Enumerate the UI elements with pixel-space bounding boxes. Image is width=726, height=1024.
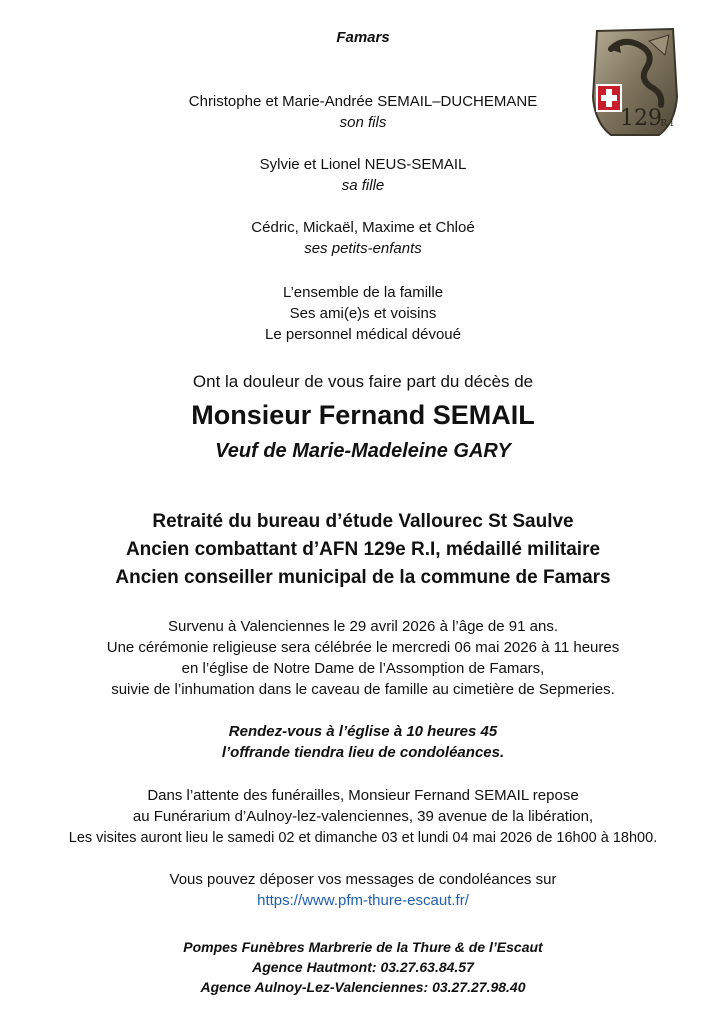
rendezvous-line: Rendez-vous à l’église à 10 heures 45 <box>228 723 498 740</box>
footer-company: Pompes Funèbres Marbrerie de la Thure & de l’Escaut <box>183 939 543 955</box>
family-names: Christophe et Marie-Andrée SEMAIL–DUCHEMANE <box>188 93 538 110</box>
widower-line: Veuf de Marie-Madeleine GARY <box>215 440 511 462</box>
details-line: suivie de l’inhumation dans le caveau de famille au cimetière de Sepmeries. <box>111 681 615 698</box>
family-relation: son fils <box>339 114 387 131</box>
condolences-link-line <box>0 891 726 911</box>
visits-line: Dans l’attente des funérailles, Monsieur Fernand SEMAIL repose <box>147 787 579 804</box>
family-names: Sylvie et Lionel NEUS-SEMAIL <box>259 156 467 173</box>
condolences-link[interactable]: https://www.pfm-thure-escaut.fr/ <box>257 892 469 909</box>
others-line: L’ensemble de la famille <box>282 284 444 301</box>
title-line: Ancien conseiller municipal de la commune de Famars <box>115 567 611 588</box>
visits-line: au Funérarium d’Aulnoy-lez-valenciennes, 39 avenue de la libération, <box>132 808 594 825</box>
title-line: Ancien combattant d’AFN 129e R.I, médaillé militaire <box>125 539 601 560</box>
emblem-number: 129 <box>620 106 662 131</box>
details-line: Survenu à Valenciennes le 29 avril 2026 à l’âge de 91 ans. <box>168 618 558 635</box>
details-line: Une cérémonie religieuse sera célébrée le mercredi 06 mai 2026 à 11 heures <box>106 639 620 656</box>
others-line: Le personnel médical dévoué <box>265 326 461 343</box>
family-relation: sa fille <box>341 177 385 194</box>
others-line: Ses ami(e)s et voisins <box>289 305 437 322</box>
town-heading: Famars <box>336 29 390 46</box>
deceased-name: Monsieur Fernand SEMAIL <box>191 400 535 430</box>
details-line: en l’église de Notre Dame de l’Assomption de Famars, <box>181 660 545 677</box>
visits-line: Les visites auront lieu le samedi 02 et dimanche 03 et lundi 04 mai 2026 de 16h00 à 18h00. <box>68 830 658 846</box>
footer-agency: Agence Hautmont: 03.27.63.84.57 <box>252 959 474 975</box>
family-names: Cédric, Mickaël, Maxime et Chloé <box>251 219 475 236</box>
announcement-intro: Ont la douleur de vous faire part du décès de <box>192 372 534 391</box>
condolences-text: Vous pouvez déposer vos messages de condoléances sur <box>169 871 557 888</box>
emblem-suffix: R.I <box>660 119 674 129</box>
family-relation: ses petits-enfants <box>304 240 422 257</box>
title-line: Retraité du bureau d’étude Vallourec St Saulve <box>152 511 574 532</box>
rendezvous-line: l’offrande tiendra lieu de condoléances. <box>221 744 505 761</box>
footer-agency: Agence Aulnoy-Lez-Valenciennes: 03.27.27.98.40 <box>200 979 526 995</box>
